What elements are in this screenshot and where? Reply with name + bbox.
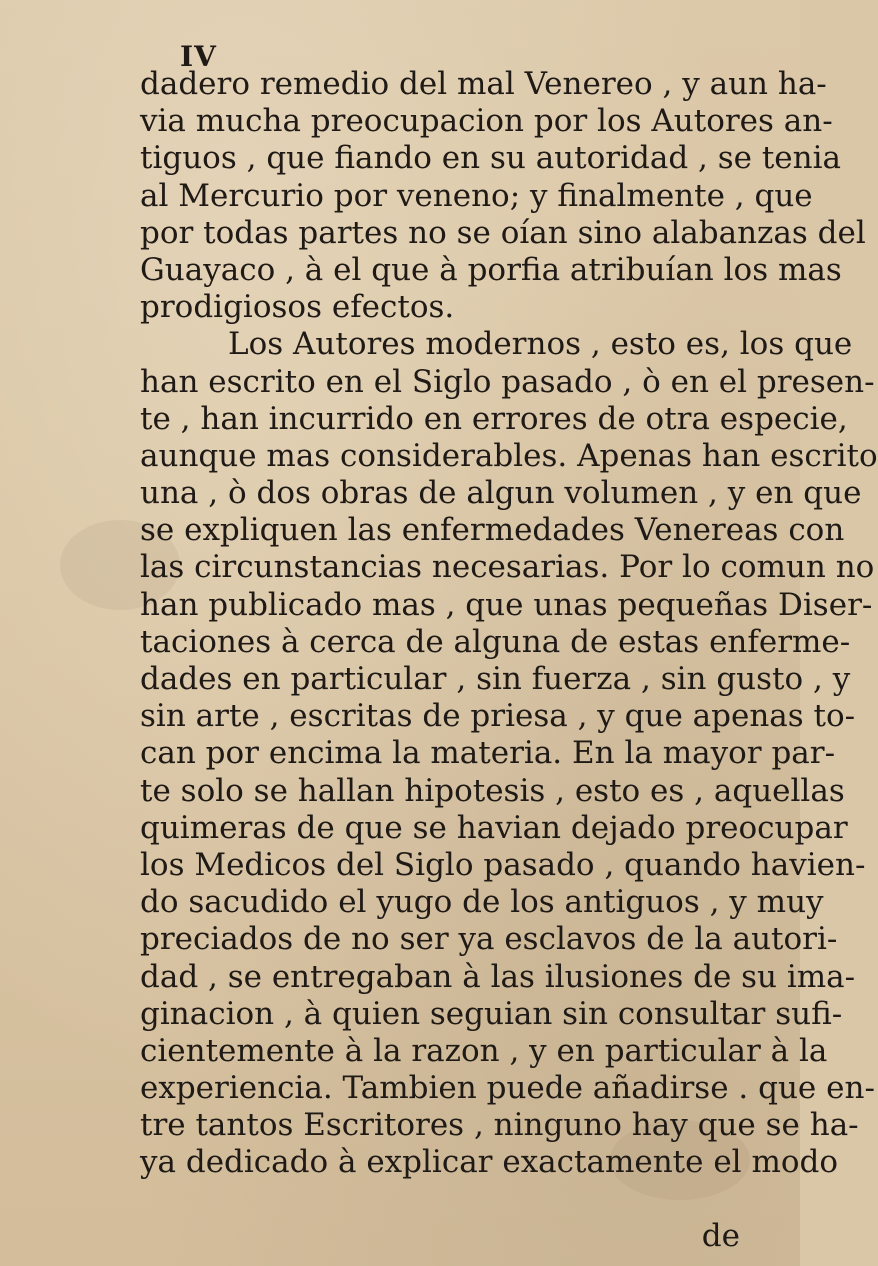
catchword: de — [701, 1218, 740, 1254]
text-line: sin arte , escritas de priesa , y que apenas to- — [140, 698, 856, 735]
text-line: tiguos , que fiando en su autoridad , se tenia — [140, 140, 842, 177]
text-line: ya dedicado à explicar exactamente el modo — [140, 1144, 839, 1181]
text-line: aunque mas considerables. Apenas han escrito — [140, 437, 878, 474]
text-line: al Mercurio por veneno; y finalmente , que — [140, 177, 813, 214]
text-line: preciados de no ser ya esclavos de la autori- — [140, 921, 838, 958]
text-line: tre tantos Escritores , ninguno hay que se ha- — [140, 1107, 859, 1144]
text-line: dades en particular , sin fuerza , sin gusto , y — [140, 661, 851, 697]
text-line: te solo se hallan hipotesis , esto es , aquellas — [140, 772, 845, 809]
page-folio: IV — [180, 40, 217, 73]
text-line: via mucha preocupacion por los Autores an- — [140, 103, 833, 140]
text-line: ginacion , à quien seguian sin consultar sufi- — [140, 995, 843, 1032]
text-line: una , ò dos obras de algun volumen , y en que — [140, 475, 862, 512]
text-line: Guayaco , à el que à porfia atribuían los mas — [140, 251, 842, 288]
text-line: se expliquen las enfermedades Venereas con — [140, 512, 845, 549]
text-line: han escrito en el Siglo pasado , ò en el presen- — [140, 363, 875, 400]
text-line: can por encima la materia. En la mayor par- — [140, 735, 836, 772]
text-line: las circunstancias necesarias. Por lo comun no — [140, 549, 875, 586]
text-line: do sacudido el yugo de los antiguos , y muy — [140, 884, 824, 921]
text-line: te , han incurrido en errores de otra especie, — [140, 400, 848, 437]
text-line: los Medicos del Siglo pasado , quando havien- — [140, 846, 866, 883]
body-text — [140, 66, 878, 1182]
text-line: experiencia. Tambien puede añadirse . que en- — [140, 1070, 875, 1107]
text-line: taciones à cerca de alguna de estas enferme- — [140, 623, 851, 660]
text-line: dadero remedio del mal Venereo , y aun ha- — [140, 66, 827, 102]
text-line: por todas partes no se oían sino alabanzas del — [140, 214, 866, 251]
text-line: cientemente à la razon , y en particular à la — [140, 1032, 828, 1069]
text-line: prodigiosos efectos. — [140, 289, 455, 326]
paragraph-first-line: Los Autores modernos , esto es, los que — [228, 326, 853, 363]
text-line: dad , se entregaban à las ilusiones de su ima- — [140, 958, 856, 995]
text-line: quimeras de que se havian dejado preocupar — [140, 809, 848, 846]
text-line: han publicado mas , que unas pequeñas Diser- — [140, 586, 873, 623]
